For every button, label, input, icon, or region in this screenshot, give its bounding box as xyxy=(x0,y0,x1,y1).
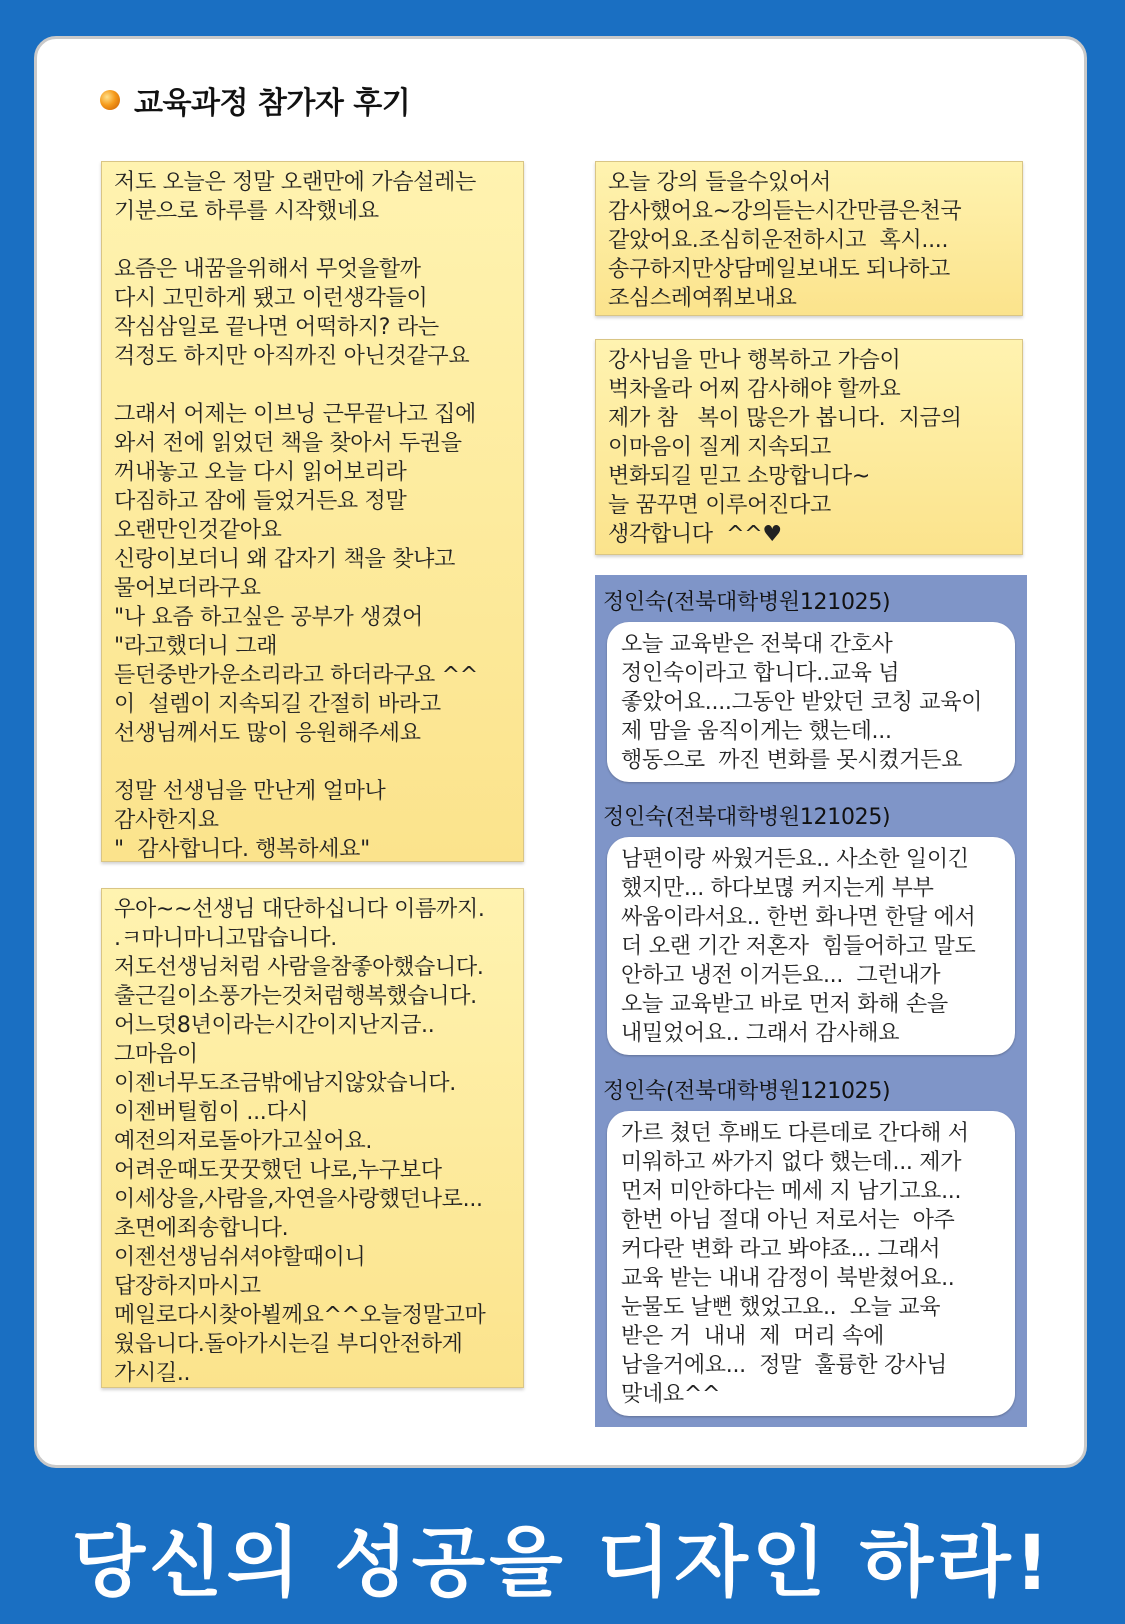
review-line: 이젠너무도조금밖에남지않았습니다. xyxy=(114,1071,456,1096)
chat-message-line: 안하고 냉전 이거든요... 그런내가 xyxy=(621,963,941,988)
review-line: 이세상을,사람을,자연을사랑했던나로... xyxy=(114,1187,483,1212)
chat-message-line: 오늘 교육받은 전북대 간호사 xyxy=(621,632,893,657)
review-line: 메일로다시찾아뵐께요^^오늘정말고마 xyxy=(114,1303,486,1328)
slogan-text: 당신의 성공을 디자인 하라! xyxy=(71,1517,1054,1607)
chat-message-line: 맞네요^^ xyxy=(621,1382,721,1407)
review-line: 신랑이보더니 왜 갑자기 책을 찾냐고 xyxy=(114,547,456,572)
review-line: 같았어요.조심히운전하시고 혹시.... xyxy=(608,228,949,253)
orange-bullet-icon xyxy=(100,90,120,110)
review-line: 물어보더라구요 xyxy=(114,576,261,601)
chat-message-line: 행동으로 까진 변화를 못시켰거든요 xyxy=(621,748,963,773)
chat-sender-name: 정인숙(전북대학병원121025) xyxy=(603,805,891,830)
review-line: 출근길이소풍가는것처럼행복했습니다. xyxy=(114,984,477,1009)
review-line: 기분으로 하루를 시작했네요 xyxy=(114,199,379,224)
chat-message-line: 제 맘을 움직이게는 했는데... xyxy=(621,719,892,744)
review-line: 오랜만인것같아요 xyxy=(114,518,282,543)
review-line: 정말 선생님을 만난게 얼마나 xyxy=(114,779,386,804)
review-line: 송구하지만상담메일보내도 되나하고 xyxy=(608,257,950,282)
review-line: 제가 참 복이 많은가 봅니다. 지금의 xyxy=(608,406,962,431)
chat-message-line: 가르 쳤던 후배도 다른데로 간다해 서 xyxy=(621,1121,969,1146)
review-line: 이젠선생님쉬셔야할때이니 xyxy=(114,1245,366,1270)
review-note-3 xyxy=(595,161,1023,316)
chat-sender-name: 정인숙(전북대학병원121025) xyxy=(603,590,891,615)
review-line: 저도 오늘은 정말 오랜만에 가슴설레는 xyxy=(114,170,477,195)
review-line: 선생님께서도 많이 응원해주세요 xyxy=(114,721,421,746)
chat-bubble-2 xyxy=(607,837,1015,1055)
review-line: 웠읍니다.돌아가시는길 부디안전하게 xyxy=(114,1332,463,1357)
chat-message-line: 먼저 미안하다는 메세 지 남기고요... xyxy=(621,1179,962,1204)
review-line: 예전의저로돌아가고싶어요. xyxy=(114,1129,373,1154)
review-line: 와서 전에 읽었던 책을 찾아서 두권을 xyxy=(114,431,462,456)
review-line: 초면에죄송합니다. xyxy=(114,1216,289,1241)
review-line: 감사한지요 xyxy=(114,808,219,833)
review-line xyxy=(114,371,511,400)
chat-bubble-1 xyxy=(607,622,1015,782)
review-line: 요즘은 내꿈을위해서 무엇을할까 xyxy=(114,257,421,282)
review-line: " 감사합니다. 행복하세요" xyxy=(114,837,370,862)
chat-message-line: 커다란 변화 라고 봐야죠... 그래서 xyxy=(621,1237,941,1262)
review-line: 어느덧8년이라는시간이지난지금.. xyxy=(114,1013,435,1038)
review-note-1 xyxy=(101,161,524,862)
review-line: 듣던중반가운소리라고 하더라구요 ^^ xyxy=(114,663,478,688)
review-line: 꺼내놓고 오늘 다시 읽어보리라 xyxy=(114,460,407,485)
review-line: 이마음이 질게 지속되고 xyxy=(608,435,831,460)
chat-message-line: 받은 거 내내 제 머리 속에 xyxy=(621,1324,885,1349)
chat-message-line: 싸움이라서요.. 한번 화나면 한달 에서 xyxy=(621,905,976,930)
chat-message-line: 좋았어요....그동안 받았던 코칭 교육이 xyxy=(621,690,983,715)
review-line: 다짐하고 잠에 들었거든요 정말 xyxy=(114,489,407,514)
review-line: .ㅋ마니마니고맙습니다. xyxy=(114,926,337,951)
review-line: 늘 꿈꾸면 이루어진다고 xyxy=(608,493,831,518)
review-line: 벅차올라 어찌 감사해야 할까요 xyxy=(608,377,901,402)
chat-message-line: 내밀었어요.. 그래서 감사해요 xyxy=(621,1021,900,1046)
review-line: 어려운때도꿋꿋했던 나로,누구보다 xyxy=(114,1158,442,1183)
chat-sender-name: 정인숙(전북대학병원121025) xyxy=(603,1079,891,1104)
review-line: 감사했어요~강의듣는시간만큼은천국 xyxy=(608,199,962,224)
review-line: 생각합니다 ^^♥ xyxy=(608,522,782,547)
chat-message-line: 정인숙이라고 합니다..교육 넘 xyxy=(621,661,900,686)
review-line: 그마음이 xyxy=(114,1042,198,1067)
chat-message-line: 눈물도 날뻔 했었고요.. 오늘 교육 xyxy=(621,1295,941,1320)
review-line: 걱정도 하지만 아직까진 아닌것같구요 xyxy=(114,344,470,369)
review-line: 답장하지마시고 xyxy=(114,1274,261,1299)
review-line: 가시길.. xyxy=(114,1361,191,1386)
review-line: 작심삼일로 끝나면 어떡하지? 라는 xyxy=(114,315,439,340)
review-line xyxy=(114,226,511,255)
chat-message-line: 남편이랑 싸웠거든요.. 사소한 일이긴 xyxy=(621,847,969,872)
review-note-2 xyxy=(101,888,524,1388)
chat-message-line: 미워하고 싸가지 없다 했는데... 제가 xyxy=(621,1150,962,1175)
chat-message-line: 교육 받는 내내 감정이 북받쳤어요.. xyxy=(621,1266,955,1291)
review-line: 오늘 강의 들을수있어서 xyxy=(608,170,831,195)
review-line xyxy=(114,748,511,777)
review-line: 이 설렘이 지속되길 간절히 바라고 xyxy=(114,692,441,717)
review-line: 조심스레여쭤보내요 xyxy=(608,286,797,311)
review-line: 이젠버틸힘이 ...다시 xyxy=(114,1100,309,1125)
chat-message-line: 했지만... 하다보멶 커지는게 부부 xyxy=(621,876,934,901)
review-note-4 xyxy=(595,339,1023,555)
chat-message-line: 남을거에요... 정말 훌륭한 강사님 xyxy=(621,1353,947,1378)
chat-message-line: 오늘 교육받고 바로 먼저 화해 손을 xyxy=(621,992,948,1017)
chat-message-line: 한번 아님 절대 아닌 저로서는 아주 xyxy=(621,1208,955,1233)
chat-bubble-3 xyxy=(607,1111,1015,1416)
review-line: 다시 고민하게 됐고 이런생각들이 xyxy=(114,286,428,311)
review-line: 강사님을 만나 행복하고 가슴이 xyxy=(608,348,901,373)
section-heading xyxy=(100,80,410,120)
slogan-banner xyxy=(0,1488,1125,1624)
page-title: 교육과정 참가자 후기 xyxy=(134,86,411,121)
chat-message-line: 더 오랜 기간 저혼자 힘들어하고 말도 xyxy=(621,934,976,959)
review-line: 우아~~선생님 대단하십니다 이름까지. xyxy=(114,897,485,922)
review-line: 그래서 어제는 이브닝 근무끝나고 집에 xyxy=(114,402,477,427)
review-line: 변화되길 믿고 소망합니다~ xyxy=(608,464,870,489)
review-line: "라고했더니 그래 xyxy=(114,634,278,659)
chat-screenshot xyxy=(595,575,1027,1427)
review-line: 저도선생님처럼 사람을참좋아했습니다. xyxy=(114,955,484,980)
review-line: "나 요즘 하고싶은 공부가 생겼어 xyxy=(114,605,423,630)
